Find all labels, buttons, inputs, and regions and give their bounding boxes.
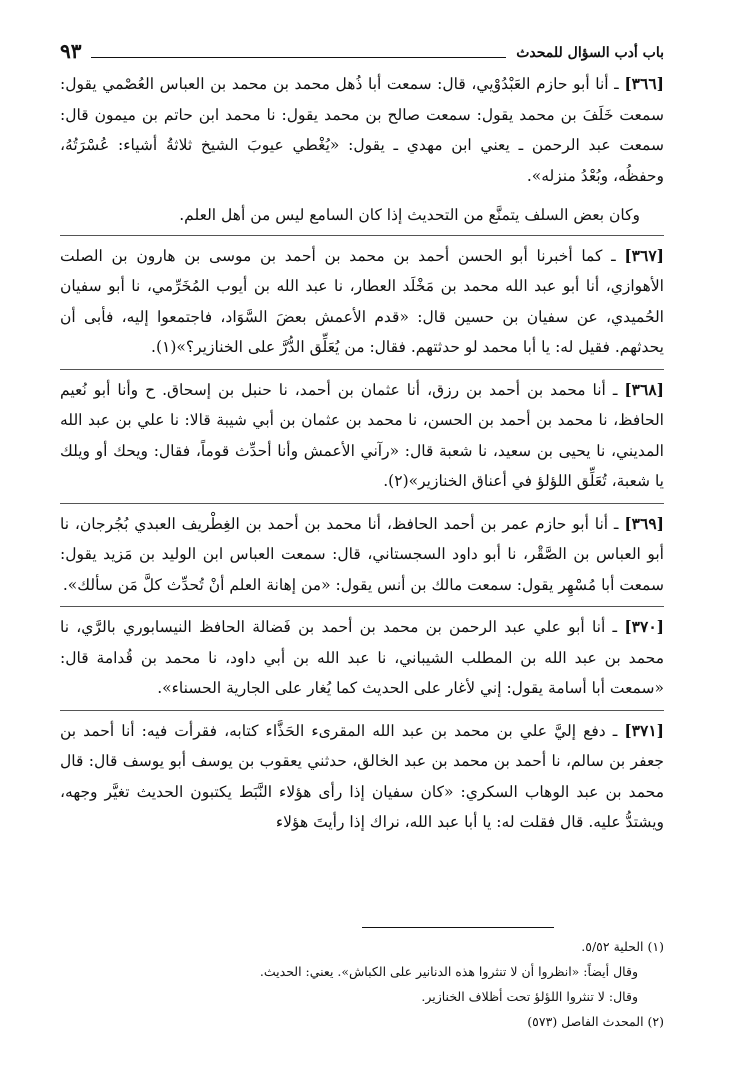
footnote-1-note-a: وقال أيضاً: «انظروا أن لا تنثروا هذه الدنانير على الكباش». يعني: الحديث. (259, 964, 638, 979)
footnote-1-note-b: وقال: لا تنثروا اللؤلؤ تحت أظلاف الخنازير. (421, 989, 638, 1004)
footnotes (60, 934, 664, 1034)
commentary-text: وكان بعض السلف يتمنَّع من التحديث إذا كان السامع ليس من أهل العلم. (179, 206, 640, 224)
narration-number: [٣٦٦] (624, 74, 664, 93)
narration-number: [٣٦٧] (624, 245, 664, 265)
page-number: ٩٣ (60, 39, 82, 63)
narration-text: ـ أنا محمد بن أحمد بن رزق، أنا عثمان بن أحمد، نا حنبل بن إسحاق. ح وأنا أبو نُعيم الحافظ، نا محمد بن أحمد بن الحسن، نا محمد بن عثمان بن أبي شيبة قالا: نا علي بن عبد الله المديني، نا يحيى بن سعيد، نا شعبة قال: «رآني الأعمش وأنا أحدِّث قوماً، فقال: ويحك أو ويلك يا شعبة، تُعَلِّق اللؤلؤ في أعناق الخنازير»(٢). (60, 380, 664, 490)
narration-369 (60, 503, 664, 607)
narration-number: [٣٦٨] (624, 379, 664, 399)
narration-366 (60, 64, 664, 197)
narration-number: [٣٦٩] (624, 513, 664, 533)
footnote-2: (٢) المحدث الفاصل (٥٧٣) (527, 1014, 664, 1029)
narration-text: ـ كما أخبرنا أبو الحسن أحمد بن محمد بن أحمد بن موسى بن هارون بن الصلت الأهوازي، أنا أبو عبد الله محمد بن مَخْلَد العطار، نا عبد الله بن أيوب المُخَرِّمي، نا أبو سفيان الحُميدي، عن سفيان بن حسين قال: «قدم الأعمش بعضَ السَّوَاد، فاجتمعوا إليه، فأبى أن يحدثهم. فقيل له: يا أبا محمد لو حدثتهم. فقال: من يُعَلِّق الدُّرَّ على الخنازير؟»(١). (60, 246, 664, 356)
footnote-1: (١) الحلية ٥/٥٢. (581, 939, 664, 954)
narration-371 (60, 710, 664, 844)
narration-370 (60, 606, 664, 710)
narration-text: ـ أنا أبو حازم العَبْدُوْيي، قال: سمعت أبا ذُهل محمد بن محمد بن العباس العُصْمي يقول: سمعت خَلَفَ بن محمد يقول: سمعت صالح بن محمد يقول: نا محمد ابن حاتم بن ميمون قال: سمعت عبد الرحمن ـ يعني ابن مهدي ـ يقول: «يُغْطي عيوبَ الشيخ ثلاثةُ أشياء: عُسْرَتُهُ، وحفظُه، وبُعْدُ منزله». (60, 75, 664, 185)
narration-text: ـ أنا أبو حازم عمر بن أحمد الحافظ، أنا محمد بن أحمد بن الغِطْريف العبدي بُجُرجان، نا أبو العباس بن الصَّقْر، نا أبو داود السجستاني، قال: سمعت العباس ابن الوليد بن مَزيد يقول: سمعت أبا مُسْهِر يقول: سمعت مالك بن أنس يقول: «من إهانة العلم أنْ تُحدِّث كلَّ مَن سألك». (60, 514, 664, 594)
footnote-separator (362, 927, 554, 928)
narration-text: ـ أنا أبو علي عبد الرحمن بن محمد بن أحمد بن فَضالة الحافظ النيسابوري بالرَّي، نا محمد بن عبد الله بن المطلب الشيباني، نا عبد الله بن أبي داود، نا محمد بن قُدامة قال: «سمعت أبا أسامة يقول: إني لأغار على الحديث كما يُغار على الجارية الحسناء». (60, 618, 664, 697)
page-body (60, 64, 664, 844)
narration-number: [٣٧١] (624, 720, 664, 740)
narration-number: [٣٧٠] (624, 617, 664, 636)
running-header (60, 34, 664, 62)
chapter-title: باب أدب السؤال للمحدث (516, 45, 664, 61)
commentary-paragraph (60, 197, 664, 235)
narration-368 (60, 369, 664, 503)
narration-text: ـ دفع إليَّ علي بن محمد بن عبد الله المقرىء الحَذَّاء كتابه، فقرأت فيه: أنا أحمد بن جعفر بن سالم، نا أحمد بن محمد بن عبد الخالق، حدثني يعقوب بن يوسف أبو يوسف قال: قال محمد بن عبد الوهاب السكري: «كان سفيان إذا رأى هؤلاء النَّبَط يكتبون الحديث تغيَّر وجهه، ويشتدُّ عليه. قال فقلت له: يا أبا عبد الله، نراك إذا رأيتَ هؤلاء (60, 721, 664, 831)
header-rule (91, 57, 506, 58)
narration-367 (60, 235, 664, 369)
